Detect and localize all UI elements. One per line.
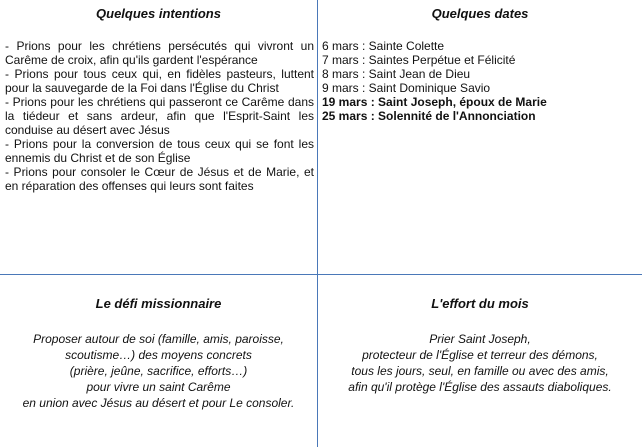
intentions-heading: Quelques intentions bbox=[96, 6, 221, 21]
defi-line: scoutisme…) des moyens concrets bbox=[65, 348, 252, 362]
intention-item: - Prions pour les chrétiens persécutés qui vivront un Carême de croix, afin qu'ils gardent l'espérance bbox=[5, 39, 314, 67]
vertical-divider bbox=[317, 0, 318, 447]
horizontal-divider bbox=[0, 274, 642, 275]
dates-heading: Quelques dates bbox=[431, 6, 529, 21]
effort-line: tous les jours, seul, en famille ou avec des amis, bbox=[351, 364, 609, 378]
intention-item: - Prions pour la conversion de tous ceux qui se font les ennemis du Christ et de son Église bbox=[5, 137, 314, 165]
intentions-list bbox=[5, 39, 314, 193]
date-item-highlight: 25 mars : Solennité de l'Annonciation bbox=[322, 109, 536, 123]
date-item: 6 mars : Sainte Colette bbox=[322, 39, 445, 53]
date-item: 7 mars : Saintes Perpétue et Félicité bbox=[322, 53, 516, 67]
date-item: 9 mars : Saint Dominique Savio bbox=[322, 81, 491, 95]
effort-line: afin qu'il protège l'Église des assauts diaboliques. bbox=[348, 380, 612, 394]
intention-item: - Prions pour consoler le Cœur de Jésus et de Marie, et en réparation des offenses qui leurs sont faites bbox=[5, 165, 314, 193]
effort-text bbox=[320, 331, 640, 395]
effort-line: protecteur de l'Église et terreur des démons, bbox=[362, 348, 598, 362]
intention-item: - Prions pour les chrétiens qui passeront ce Carême dans la tiédeur et sans ardeur, afin que l'Esprit-Saint les conduise au désert avec Jésus bbox=[5, 95, 314, 137]
effort-line: Prier Saint Joseph, bbox=[429, 332, 531, 346]
intention-item: - Prions pour tous ceux qui, en fidèles pasteurs, luttent pour la sauvegarde de la Foi dans l'Église du Christ bbox=[5, 67, 314, 95]
effort-heading: L'effort du mois bbox=[431, 296, 529, 311]
defi-line: Proposer autour de soi (famille, amis, paroisse, bbox=[33, 332, 284, 346]
dates-list bbox=[322, 39, 638, 123]
date-item: 8 mars : Saint Jean de Dieu bbox=[322, 67, 471, 81]
date-item-highlight: 19 mars : Saint Joseph, époux de Marie bbox=[322, 95, 547, 109]
defi-line: pour vivre un saint Carême bbox=[86, 380, 231, 394]
defi-heading: Le défi missionnaire bbox=[95, 296, 222, 311]
defi-line: (prière, jeûne, sacrifice, efforts…) bbox=[69, 364, 248, 378]
defi-line: en union avec Jésus au désert et pour Le consoler. bbox=[22, 396, 295, 410]
defi-text bbox=[2, 331, 315, 411]
